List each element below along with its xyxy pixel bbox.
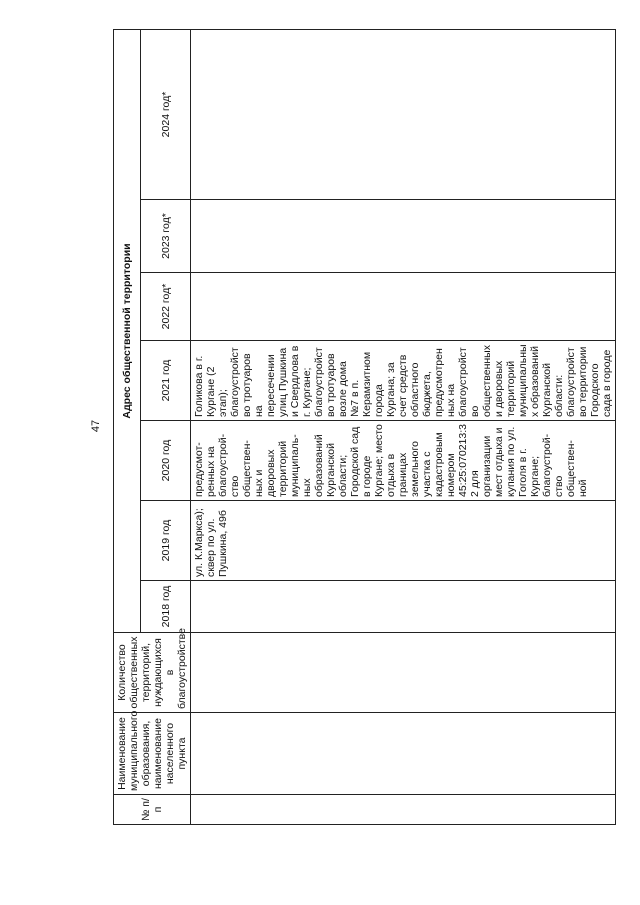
page-number: 47 bbox=[90, 419, 102, 433]
header-year-2021: 2021 год bbox=[141, 341, 191, 421]
cell-2022 bbox=[191, 273, 616, 341]
cell-2024 bbox=[191, 29, 616, 199]
cell-municipal-name bbox=[191, 713, 616, 795]
header-year-2018: 2018 год bbox=[141, 581, 191, 633]
cell-2018 bbox=[191, 581, 616, 633]
header-num: № п/п bbox=[114, 795, 191, 825]
cell-2019: ул. К.Маркса); сквер по ул. Пушкина, 49б bbox=[191, 501, 616, 581]
cell-2020: предусмот-ренных на благоустрой-ство обществен-ных и дворовых территорий муниципаль-ных образований Курганской области; Городской сад в городе Кургане; место отдыха в границах земельного участка с кадастровым номером 45:25:070213:32 для организации мест отдыха и купания по ул. Гоголя в г. Кургане; благоустрой-ство обществен-ной bbox=[191, 421, 616, 501]
header-count: Количество общественных территорий, нуждающихся в благоустройстве bbox=[114, 633, 191, 713]
cell-2023 bbox=[191, 200, 616, 273]
cell-count bbox=[191, 633, 616, 713]
cell-num bbox=[191, 795, 616, 825]
header-year-2019: 2019 год bbox=[141, 501, 191, 581]
header-address-group: Адрес общественной территории bbox=[114, 29, 141, 632]
header-year-2022: 2022 год* bbox=[141, 273, 191, 341]
header-year-2020: 2020 год bbox=[141, 421, 191, 501]
header-year-2024: 2024 год* bbox=[141, 29, 191, 199]
header-municipal-name: Наименование муниципального образования, наименование населенного пункта bbox=[114, 713, 191, 795]
public-territories-table bbox=[113, 29, 616, 825]
header-year-2023: 2023 год* bbox=[141, 200, 191, 273]
table-row bbox=[191, 29, 616, 824]
cell-2021: Голикова в г. Кургане (2 этап); благоустройство тротуаров на пересечении улиц Пушкина и Свердлова в г. Кургане; благоустройство тротуаров возле дома №7 в п. Керамзитном города Кургана; за счет средств областного бюджета, предусмотренных на благоустройство общественных и дворовых территорий муниципальных образований Курганской области: благоустройство территории Городского сада в городе bbox=[191, 341, 616, 421]
rotated-table-container bbox=[113, 30, 613, 825]
